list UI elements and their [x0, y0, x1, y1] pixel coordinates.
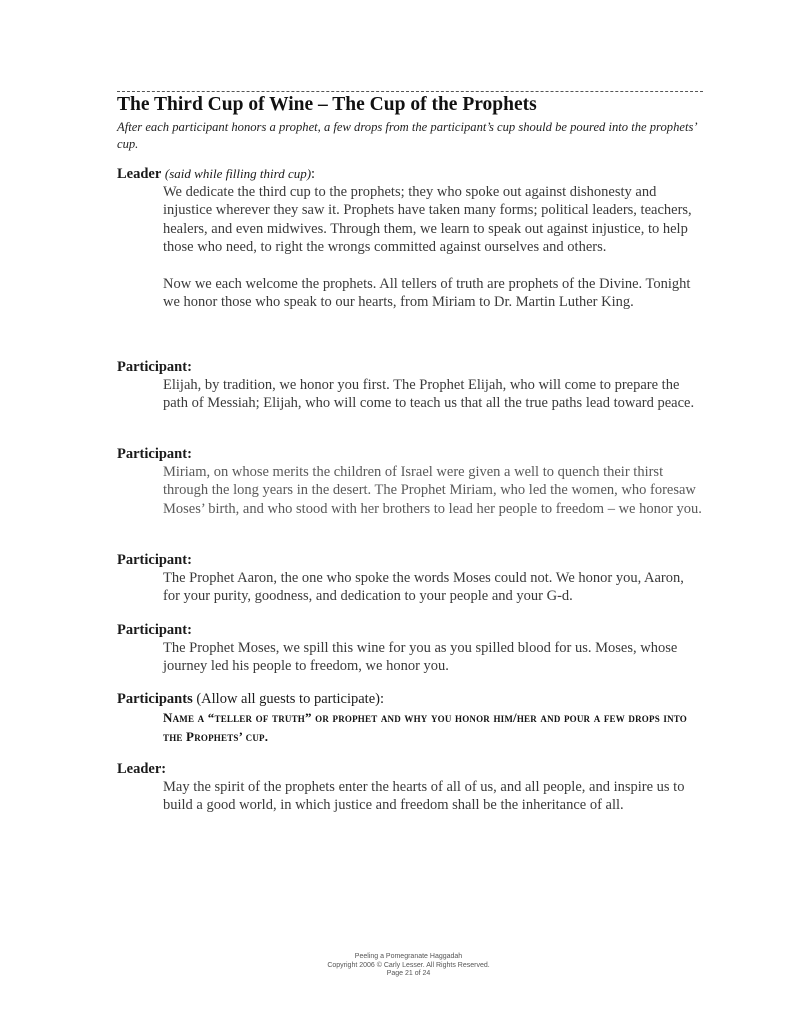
speech-paragraph: The Prophet Aaron, the one who spoke the words Moses could not. We honor you, Aaron, for your purity, goodness, and dedication to your people and your G-d. [163, 570, 684, 605]
speaker-label [117, 358, 707, 376]
speech-paragraph: Now we each welcome the prophets. All tellers of truth are prophets of the Divine. Tonight we honor those who speak to our hearts, from Miriam to Dr. Martin Luther King. [163, 275, 691, 311]
speaker-note: (Allow all guests to participate): [196, 691, 384, 707]
speaker-label [117, 445, 707, 463]
speech-paragraph: We dedicate the third cup to the prophets; they who spoke out against dishonesty and injustice wherever they saw it. Prophets have taken many forms; political leaders, teachers, healers, and even midwives. Through them, we learn to speak out against injustice, to help those who need, to right the wrongs committed against ourselves and others. [163, 184, 692, 256]
section-leader-intro [117, 165, 707, 311]
footer-page-number: Page 21 of 24 [386, 970, 431, 978]
instruction-text: Name a “teller of truth” or prophet and why you honor him/her and pour a few drops into the Prophets’ cup. [163, 710, 688, 744]
speaker-name: Leader: [117, 761, 167, 777]
speaker-name: Participant: [117, 552, 192, 568]
speaker-label [117, 165, 707, 183]
speaker-note: (said while filling third cup) [164, 166, 312, 181]
section-participant-elijah [117, 358, 707, 413]
speech-body [163, 639, 703, 676]
speaker-name: Participant: [117, 622, 192, 638]
speaker-label [117, 551, 707, 569]
speaker-name: Participant: [117, 359, 192, 375]
speaker-name: Leader [117, 166, 162, 182]
page-footer [0, 953, 794, 979]
section-leader-closing [117, 760, 707, 815]
page-subtitle: After each participant honors a prophet, a few drops from the participant’s cup should be poured into the prophets’ cup. [117, 120, 697, 151]
footer-book-title: Peeling a Pomegranate Haggadah [354, 953, 463, 960]
speech-paragraph: The Prophet Moses, we spill this wine for you as you spilled blood for us. Moses, whose journey led his people to freedom, we honor you. [163, 640, 678, 675]
speaker-label [117, 760, 707, 778]
speaker-suffix: : [311, 166, 316, 182]
speech-paragraph: May the spirit of the prophets enter the hearts of all of us, and all people, and inspire us to build a good world, in which justice and freedom shall be the inheritance of all. [163, 779, 685, 814]
speech-body [163, 376, 703, 413]
page-title: The Third Cup of Wine – The Cup of the Prophets [117, 94, 537, 115]
section-participant-miriam [117, 445, 707, 518]
section-participant-moses [117, 621, 707, 676]
section-participants-instruction [117, 690, 707, 746]
speaker-label [117, 690, 707, 708]
top-dotted-rule [117, 91, 703, 92]
section-participant-aaron [117, 551, 707, 606]
speech-paragraph: Miriam, on whose merits the children of Israel were given a well to quench their thirst through the long years in the desert. The Prophet Miriam, who led the women, who foresaw Moses’ birth, and who stood with her brothers to lead her people to freedom – we honor you. [163, 464, 702, 517]
speech-body [163, 463, 703, 518]
speech-body [163, 778, 703, 815]
speech-body [163, 569, 703, 606]
footer-copyright: Copyright 2006 © Carly Lesser. All Rights Reserved. [327, 961, 490, 969]
speaker-name: Participant: [117, 446, 192, 462]
speaker-label [117, 621, 707, 639]
speech-body [163, 183, 703, 311]
speech-paragraph: Elijah, by tradition, we honor you first. The Prophet Elijah, who will come to prepare the path of Messiah; Elijah, who will come to teach us that all the true paths lead toward peace. [163, 377, 695, 412]
speaker-name: Participants [117, 691, 193, 707]
